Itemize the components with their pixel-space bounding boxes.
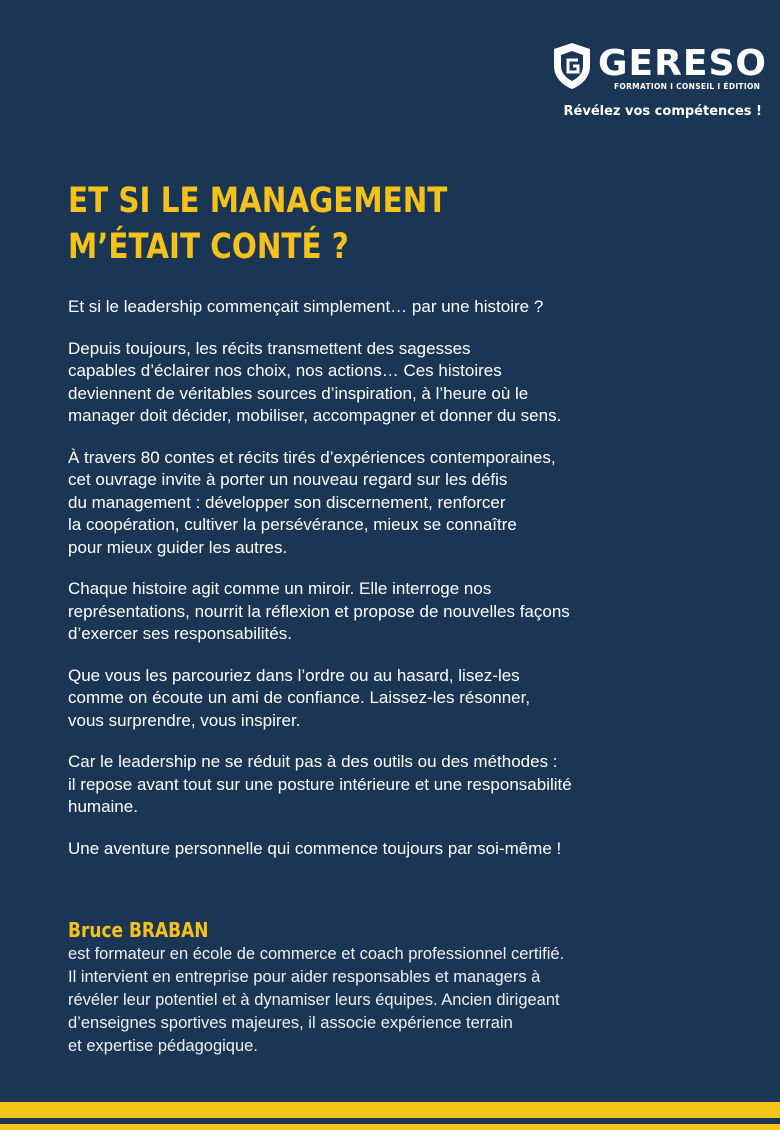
- author-section: [68, 917, 708, 1058]
- paragraph: À travers 80 contes et récits tirés d’expériences contemporaines, cet ouvrage invite à porter un nouveau regard sur les défis du management : développer son discernement, renforcer la coopération, cultiver la persévérance, mieux se connaître pour mieux guider les autres.: [68, 447, 556, 557]
- paragraph: Depuis toujours, les récits transmettent des sagesses capables d’éclairer nos choix, nos actions… Ces histoires deviennent de véritables sources d’inspiration, à l’heure où le manager doit décider, mobiliser, accompagner et donner du sens.: [68, 338, 562, 425]
- paragraph: Et si le leadership commençait simplement… par une histoire ?: [68, 297, 544, 316]
- yellow-band: [0, 1102, 780, 1118]
- title-line-1: ET SI LE MANAGEMENT: [68, 181, 448, 221]
- brand-tagline: Révélez vos compétences !: [563, 104, 762, 119]
- author-bio: est formateur en école de commerce et coach professionnel certifié. Il intervient en entreprise pour aider responsables et managers à révéler leur potentiel et à dynamiser leurs équipes. Ancien dirigeant d’enseignes sportives majeures, il associe expérience terrain et expertise pédagogique.: [68, 945, 565, 1055]
- shield-g-icon: [552, 42, 592, 90]
- paragraph: Que vous les parcouriez dans l’ordre ou au hasard, lisez-les comme on écoute un ami de confiance. Laissez-les résonner, vous surprendre, vous inspirer.: [68, 665, 531, 730]
- brand-subtitle: FORMATION I CONSEIL I ÉDITION: [614, 82, 761, 91]
- title-line-2: M’ÉTAIT CONTÉ ?: [68, 227, 349, 267]
- paragraph: Une aventure personnelle qui commence toujours par soi-même !: [68, 838, 562, 858]
- yellow-band-bottom: [0, 1124, 780, 1130]
- author-name: Bruce BRABAN: [68, 918, 209, 942]
- paragraph: Car le leadership ne se réduit pas à des outils ou des méthodes : il repose avant tout sur une posture intérieure et une responsabilité humaine.: [68, 752, 572, 816]
- brand-name: GERESO: [598, 43, 767, 84]
- paragraph: Chaque histoire agit comme un miroir. Elle interroge nos représentations, nourrit la réflexion et propose de nouvelles façons d’exercer ses responsabilités.: [68, 579, 570, 643]
- book-title: [68, 178, 488, 270]
- description: [68, 296, 708, 879]
- gereso-logo: [552, 40, 767, 130]
